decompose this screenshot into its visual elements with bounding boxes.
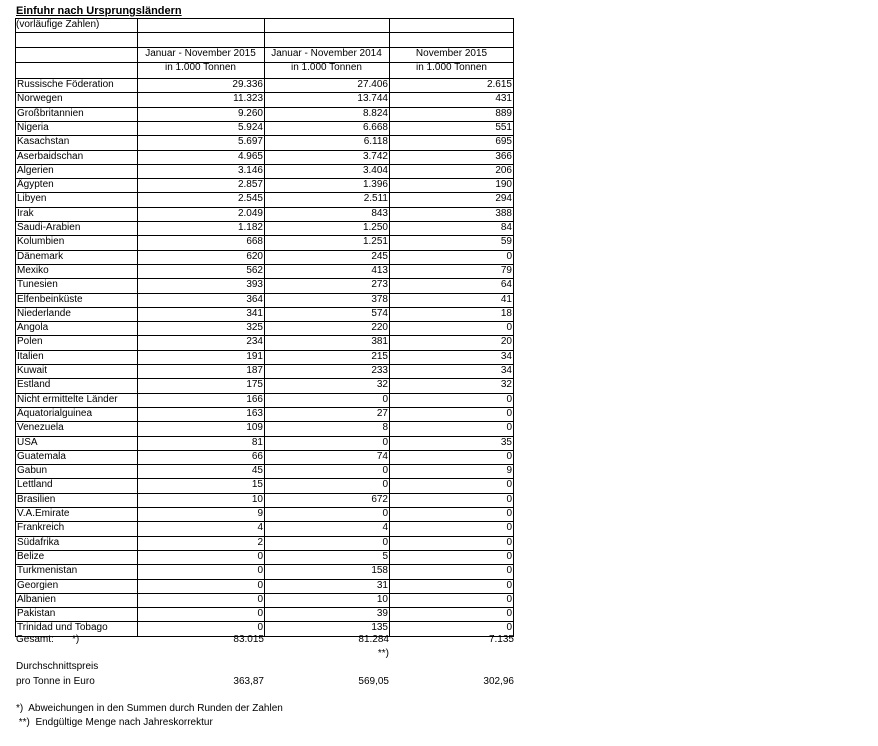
value-jan-nov-2014: 74	[376, 450, 388, 462]
total-label: Gesamt:	[16, 634, 54, 645]
value-jan-nov-2015: 234	[246, 336, 263, 348]
total-footnote-marker: *)	[72, 634, 80, 645]
country-cell: Guatemala	[17, 450, 66, 462]
table-row	[15, 121, 514, 135]
country-cell: Libyen	[17, 193, 47, 205]
value-nov-2015: 0	[506, 508, 512, 519]
table-row	[15, 235, 514, 249]
value-jan-nov-2015: 191	[246, 350, 263, 362]
value-jan-nov-2014: 233	[371, 365, 388, 376]
country-cell: Lettland	[17, 479, 53, 491]
value-jan-nov-2014: 8	[382, 422, 388, 434]
value-jan-nov-2014: 843	[371, 207, 388, 219]
table-row	[15, 250, 514, 264]
value-jan-nov-2014: 574	[371, 307, 388, 319]
value-jan-nov-2014: 1.251	[362, 236, 388, 248]
value-jan-nov-2015: 81	[251, 436, 263, 448]
value-jan-nov-2014: 6.668	[362, 121, 388, 133]
column-header-line1: November 2015	[415, 48, 488, 59]
value-nov-2015: 0	[506, 593, 512, 605]
column-header-line1: Januar - November 2014	[271, 48, 382, 59]
table-row	[15, 135, 514, 149]
value-nov-2015: 35	[500, 436, 512, 448]
total-value-2015: 83.015	[233, 634, 264, 645]
country-cell: Trinidad und Tobago	[17, 622, 108, 634]
value-nov-2015: 0	[506, 522, 512, 534]
value-jan-nov-2015: 0	[257, 565, 263, 577]
value-nov-2015: 0	[506, 622, 512, 634]
country-cell: Algerien	[17, 164, 54, 176]
value-jan-nov-2015: 2	[257, 536, 263, 548]
value-jan-nov-2015: 66	[251, 450, 263, 462]
table-row	[15, 293, 514, 307]
value-nov-2015: 0	[506, 579, 512, 591]
country-cell: Nicht ermittelte Länder	[17, 393, 118, 405]
value-jan-nov-2014: 220	[371, 322, 388, 334]
total-value-2014-marker: **)	[377, 648, 389, 659]
table-row	[15, 378, 514, 392]
country-cell: Irak	[17, 207, 34, 219]
value-nov-2015: 2.615	[486, 79, 512, 90]
footnote-final-quantity: **) Endgültige Menge nach Jahreskorrektur	[16, 717, 213, 728]
value-jan-nov-2014: 672	[371, 493, 388, 505]
value-jan-nov-2015: 1.182	[237, 222, 263, 233]
country-cell: Nigeria	[17, 121, 49, 133]
value-nov-2015: 18	[500, 307, 512, 319]
column-header-line2: in 1.000 Tonnen	[291, 62, 362, 73]
value-nov-2015: 695	[495, 136, 512, 148]
import-table	[15, 18, 514, 634]
price-label-line1: Durchschnittspreis	[16, 661, 99, 672]
price-value-nov-2015: 302,96	[483, 676, 514, 687]
value-jan-nov-2014: 0	[382, 536, 388, 548]
value-jan-nov-2015: 393	[246, 279, 263, 291]
table-row	[15, 607, 514, 621]
value-jan-nov-2014: 1.396	[362, 179, 388, 191]
country-cell: Kuwait	[17, 365, 48, 376]
value-nov-2015: 206	[495, 164, 512, 176]
country-cell: Südafrika	[17, 536, 60, 548]
column-header-line2: in 1.000 Tonnen	[165, 62, 236, 73]
total-value-2014: 81.284	[358, 634, 389, 645]
table-row	[15, 350, 514, 364]
value-nov-2015: 0	[506, 322, 512, 334]
value-nov-2015: 34	[500, 365, 512, 376]
value-nov-2015: 431	[495, 93, 512, 105]
table-row	[15, 464, 514, 478]
country-cell: V.A.Emirate	[17, 508, 70, 519]
price-value-2015: 363,87	[233, 676, 264, 687]
value-nov-2015: 41	[500, 293, 512, 305]
country-cell: Albanien	[17, 593, 56, 605]
table-subtitle: (vorläufige Zahlen)	[16, 19, 100, 30]
table-row	[15, 321, 514, 335]
table-row	[15, 107, 514, 121]
value-nov-2015: 388	[495, 207, 512, 219]
value-jan-nov-2014: 4	[382, 522, 388, 534]
page-title: Einfuhr nach Ursprungsländern	[16, 5, 182, 17]
value-jan-nov-2015: 109	[246, 422, 263, 434]
country-cell: Saudi-Arabien	[17, 222, 81, 233]
value-jan-nov-2014: 2.511	[363, 193, 388, 205]
value-jan-nov-2015: 341	[246, 307, 263, 319]
country-cell: Belize	[17, 550, 45, 562]
value-jan-nov-2014: 0	[382, 436, 388, 448]
country-cell: USA	[17, 436, 38, 448]
value-jan-nov-2014: 5	[382, 550, 388, 562]
country-cell: Angola	[17, 322, 49, 334]
table-row	[15, 421, 514, 435]
value-jan-nov-2014: 245	[371, 250, 388, 262]
country-cell: Estland	[17, 379, 51, 391]
value-jan-nov-2015: 2.857	[237, 179, 263, 191]
value-jan-nov-2015: 45	[251, 465, 263, 477]
country-cell: Äquatorialguinea	[17, 407, 93, 419]
column-header-nov-2015	[389, 47, 514, 75]
value-jan-nov-2015: 2.049	[237, 207, 263, 219]
value-jan-nov-2014: 158	[371, 565, 388, 577]
country-cell: Ägypten	[17, 179, 54, 191]
table-row	[15, 593, 514, 607]
country-cell: Elfenbeinküste	[17, 293, 83, 305]
value-jan-nov-2015: 166	[246, 393, 263, 405]
table-row	[15, 564, 514, 578]
value-jan-nov-2014: 381	[371, 336, 388, 348]
value-jan-nov-2015: 29.336	[232, 79, 263, 90]
total-value-nov-2015: 7.135	[488, 634, 514, 645]
value-nov-2015: 0	[506, 422, 512, 434]
value-jan-nov-2015: 4.965	[237, 150, 263, 162]
table-row	[15, 78, 514, 92]
price-label-line2: pro Tonne in Euro	[16, 676, 95, 687]
value-nov-2015: 34	[500, 350, 512, 362]
country-cell: Großbritannien	[17, 107, 84, 119]
table-row	[15, 164, 514, 178]
value-jan-nov-2014: 27	[376, 407, 388, 419]
table-row	[15, 92, 514, 106]
value-nov-2015: 0	[506, 450, 512, 462]
value-jan-nov-2015: 0	[257, 608, 263, 620]
value-jan-nov-2014: 27.406	[357, 79, 388, 90]
country-cell: Kasachstan	[17, 136, 70, 148]
country-cell: Aserbaidschan	[17, 150, 84, 162]
value-jan-nov-2015: 9	[257, 508, 263, 519]
footnote-rounding: *) Abweichungen in den Summen durch Runden der Zahlen	[16, 703, 283, 714]
table-row	[15, 436, 514, 450]
country-cell: Gabun	[17, 465, 48, 477]
value-nov-2015: 551	[495, 121, 512, 133]
value-jan-nov-2014: 0	[382, 393, 388, 405]
value-jan-nov-2014: 135	[371, 622, 388, 634]
value-jan-nov-2015: 0	[257, 593, 263, 605]
table-row	[15, 621, 514, 635]
table-row	[15, 192, 514, 206]
value-jan-nov-2015: 3.146	[237, 164, 263, 176]
country-cell: Niederlande	[17, 307, 71, 319]
country-cell: Frankreich	[17, 522, 65, 534]
value-jan-nov-2014: 0	[382, 508, 388, 519]
value-jan-nov-2015: 5.697	[237, 136, 263, 148]
value-jan-nov-2015: 9.260	[237, 107, 263, 119]
value-nov-2015: 32	[500, 379, 512, 391]
table-row	[15, 221, 514, 235]
column-header-jan-nov-2015	[137, 47, 264, 75]
column-header-jan-nov-2014	[264, 47, 389, 75]
table-row	[15, 264, 514, 278]
value-jan-nov-2014: 378	[371, 293, 388, 305]
value-jan-nov-2015: 175	[246, 379, 263, 391]
value-nov-2015: 79	[500, 264, 512, 276]
value-jan-nov-2015: 562	[246, 264, 263, 276]
value-jan-nov-2014: 13.744	[357, 93, 388, 105]
value-jan-nov-2015: 620	[246, 250, 263, 262]
value-nov-2015: 0	[506, 250, 512, 262]
country-cell: Russische Föderation	[17, 79, 114, 90]
table-row	[15, 579, 514, 593]
value-jan-nov-2014: 413	[371, 264, 388, 276]
value-nov-2015: 84	[500, 222, 512, 233]
column-header-line1: Januar - November 2015	[145, 48, 256, 59]
value-nov-2015: 0	[506, 536, 512, 548]
value-nov-2015: 64	[500, 279, 512, 291]
value-jan-nov-2015: 0	[257, 622, 263, 634]
table-row	[15, 550, 514, 564]
value-nov-2015: 59	[500, 236, 512, 248]
value-jan-nov-2015: 10	[251, 493, 263, 505]
table-row	[15, 178, 514, 192]
value-jan-nov-2014: 10	[376, 593, 388, 605]
value-jan-nov-2014: 31	[376, 579, 388, 591]
value-nov-2015: 190	[495, 179, 512, 191]
table-row	[15, 536, 514, 550]
value-nov-2015: 294	[495, 193, 512, 205]
value-nov-2015: 0	[506, 407, 512, 419]
value-nov-2015: 0	[506, 608, 512, 620]
value-jan-nov-2014: 3.404	[362, 164, 388, 176]
country-cell: Kolumbien	[17, 236, 65, 248]
value-jan-nov-2015: 11.323	[233, 93, 263, 105]
country-cell: Norwegen	[17, 93, 63, 105]
value-nov-2015: 366	[495, 150, 512, 162]
value-nov-2015: 0	[506, 565, 512, 577]
column-header-line2: in 1.000 Tonnen	[416, 62, 487, 73]
country-cell: Georgien	[17, 579, 59, 591]
table-row	[15, 521, 514, 535]
country-cell: Italien	[17, 350, 44, 362]
table-row	[15, 335, 514, 349]
table-row	[15, 478, 514, 492]
table-row	[15, 393, 514, 407]
value-jan-nov-2015: 5.924	[237, 121, 263, 133]
value-jan-nov-2015: 15	[251, 479, 263, 491]
country-cell: Mexiko	[17, 264, 49, 276]
table-row	[15, 207, 514, 221]
value-nov-2015: 9	[506, 465, 512, 477]
value-nov-2015: 0	[506, 493, 512, 505]
value-jan-nov-2015: 364	[246, 293, 263, 305]
table-row	[15, 407, 514, 421]
value-jan-nov-2014: 6.118	[363, 136, 388, 148]
value-nov-2015: 20	[500, 336, 512, 348]
value-jan-nov-2015: 0	[257, 550, 263, 562]
table-row	[15, 150, 514, 164]
value-jan-nov-2014: 1.250	[362, 222, 388, 233]
value-nov-2015: 889	[495, 107, 512, 119]
value-jan-nov-2015: 325	[246, 322, 263, 334]
value-jan-nov-2014: 3.742	[362, 150, 388, 162]
value-jan-nov-2014: 32	[376, 379, 388, 391]
table-row	[15, 493, 514, 507]
value-jan-nov-2015: 4	[257, 522, 263, 534]
price-value-2014: 569,05	[358, 676, 389, 687]
value-nov-2015: 0	[506, 393, 512, 405]
country-cell: Pakistan	[17, 608, 56, 620]
value-jan-nov-2014: 215	[371, 350, 388, 362]
table-row	[15, 307, 514, 321]
value-jan-nov-2014: 8.824	[362, 107, 388, 119]
country-cell: Brasilien	[17, 493, 56, 505]
value-jan-nov-2014: 39	[376, 608, 388, 620]
table-row	[15, 278, 514, 292]
value-jan-nov-2015: 187	[246, 365, 263, 376]
country-cell: Dänemark	[17, 250, 64, 262]
table-row	[15, 450, 514, 464]
value-nov-2015: 0	[506, 479, 512, 491]
value-jan-nov-2015: 163	[246, 407, 263, 419]
country-cell: Venezuela	[17, 422, 64, 434]
table-row	[15, 507, 514, 521]
country-cell: Polen	[17, 336, 43, 348]
country-cell: Turkmenistan	[17, 565, 78, 577]
table-row	[15, 364, 514, 378]
value-jan-nov-2014: 0	[382, 479, 388, 491]
value-jan-nov-2015: 2.545	[237, 193, 263, 205]
country-cell: Tunesien	[17, 279, 58, 291]
value-nov-2015: 0	[506, 550, 512, 562]
value-jan-nov-2014: 0	[382, 465, 388, 477]
value-jan-nov-2014: 273	[371, 279, 388, 291]
value-jan-nov-2015: 0	[257, 579, 263, 591]
value-jan-nov-2015: 668	[246, 236, 263, 248]
